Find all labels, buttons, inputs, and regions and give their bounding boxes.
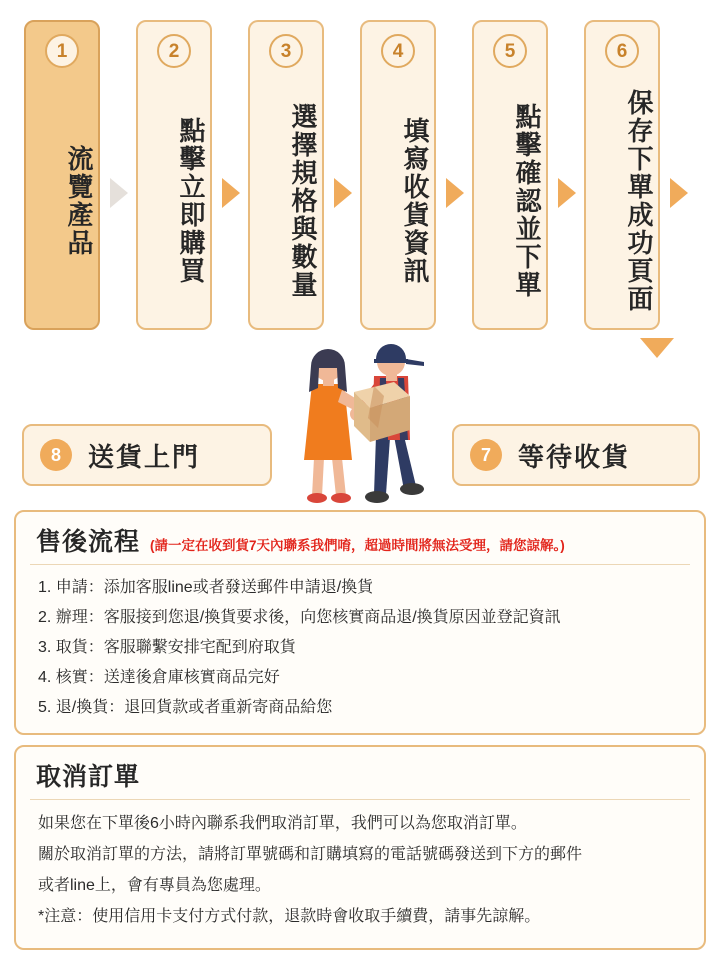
cancel-order-body [16,800,704,932]
step-card-1[interactable] [24,20,100,330]
paragraph: *注意：使用信用卡支付方式付款，退款時會收取手續費，請事先諒解。 [38,908,541,925]
step-label: 填寫收貨資訊 [400,117,430,285]
list-item: 4. 核實：送達後倉庫核實商品完好 [38,669,280,686]
step-label: 點擊確認並下單 [512,103,542,299]
flow-arrow-icon-3 [334,178,352,208]
flow-arrow-icon-2 [222,178,240,208]
aftersale-title: 售後流程 [36,528,141,556]
list-item: 3. 取貨：客服聯繫安排宅配到府取貨 [38,639,296,656]
flow-arrow-icon-5 [558,178,576,208]
flow-arrow-down-icon [640,338,674,358]
pill-waiting[interactable] [452,424,700,486]
list-item: 1. 申請：添加客服line或者發送郵件申請退/換貨 [38,579,374,596]
step-number-badge: 5 [493,34,527,68]
step-number-badge: 3 [269,34,303,68]
step-label: 保存下單成功頁面 [624,89,654,313]
step-card-4[interactable] [360,20,436,330]
pill-delivery[interactable] [22,424,272,486]
flow-arrow-icon-1 [110,178,128,208]
step-number-badge: 1 [45,34,79,68]
step-card-3[interactable] [248,20,324,330]
delivery-illustration [258,318,458,508]
step-number-badge: 6 [605,34,639,68]
cancel-order-title: 取消訂單 [36,763,141,791]
pill-number-badge: 8 [40,439,72,471]
step-card-6[interactable] [584,20,660,330]
flow-arrow-icon-4 [446,178,464,208]
step-card-2[interactable] [136,20,212,330]
step-number-badge: 4 [381,34,415,68]
aftersale-note: (請一定在收到貨7天內聯系我們唷，超過時間將無法受理，請您諒解。) [150,538,565,553]
cancel-order-panel [14,745,706,950]
pill-label: 等待收貨 [518,441,631,472]
pill-label: 送貨上門 [88,441,201,472]
step-label: 選擇規格與數量 [288,103,318,299]
list-item: 2. 辦理：客服接到您退/換貨要求後，向您核實商品退/換貨原因並登記資訊 [38,609,561,626]
paragraph: 如果您在下單後6小時內聯系我們取消訂單，我們可以為您取消訂單。 [38,815,527,832]
aftersale-panel [14,510,706,735]
step-number-badge: 2 [157,34,191,68]
flow-arrow-icon-6 [670,178,688,208]
step-card-5[interactable] [472,20,548,330]
paragraph: 關於取消訂單的方法，請將訂單號碼和訂購填寫的電話號碼發送到下方的郵件 [38,846,583,863]
cancel-order-header [16,747,704,797]
step-label: 點擊立即購買 [176,117,206,285]
aftersale-header [16,512,704,562]
step-label: 流覽產品 [64,145,94,257]
aftersale-list [16,565,704,723]
paragraph: 或者line上，會有專員為您處理。 [38,877,271,894]
order-step-flow [14,10,706,330]
list-item: 5. 退/換貨：退回貨款或者重新寄商品給您 [38,699,333,716]
pill-number-badge: 7 [470,439,502,471]
